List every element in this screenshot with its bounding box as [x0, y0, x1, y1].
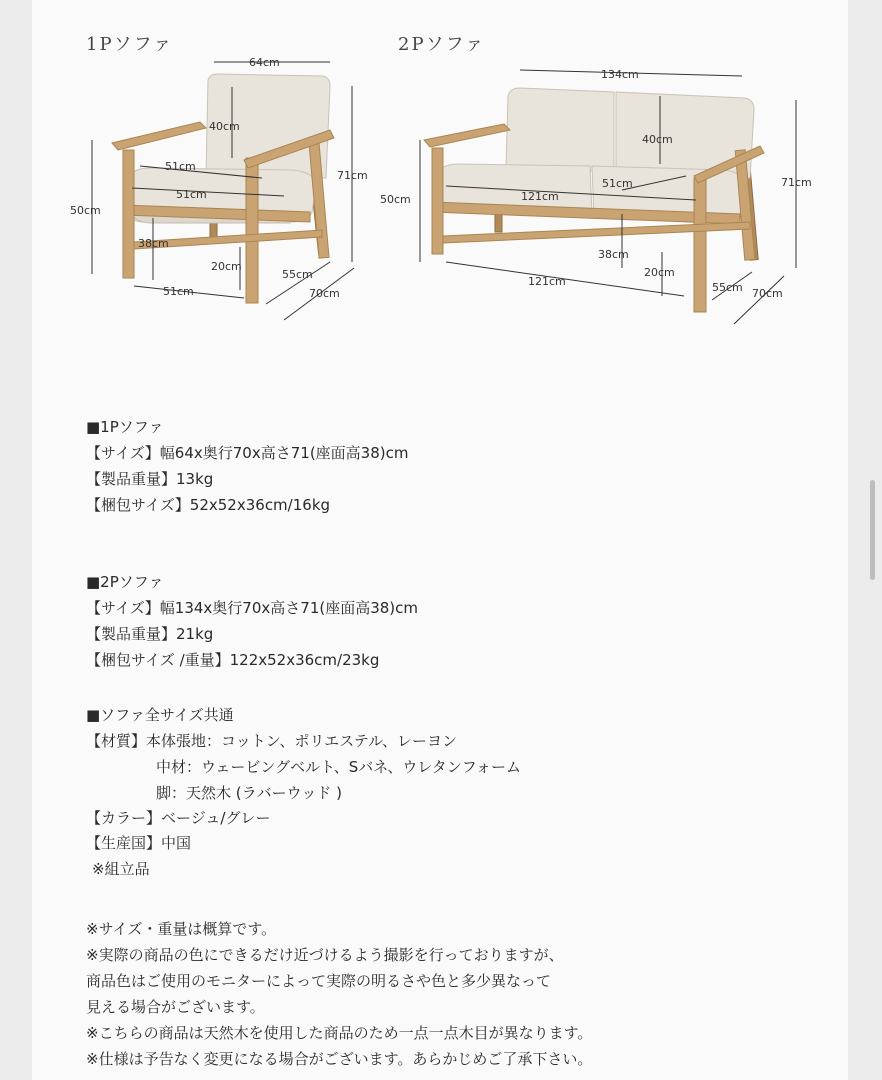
dim-label: 51cm: [165, 160, 196, 173]
origin-spec: 【生産国】中国: [86, 834, 192, 852]
color-spec: 【カラー】ベージュ/グレー: [86, 809, 271, 827]
two-seater-size: 【サイズ】幅134x奥行70x高さ71(座面高38)cm: [86, 599, 419, 617]
note-line: 商品色はご使用のモニターによって実際の明るさや色と多少異なって: [86, 972, 552, 990]
dim-label: 51cm: [163, 285, 194, 298]
dim-label: 71cm: [781, 176, 812, 189]
two-seater-heading: ■2Pソファ: [86, 573, 164, 591]
material-filling: 中材：ウェービングベルト、Sバネ、ウレタンフォーム: [156, 758, 522, 776]
dim-label: 70cm: [752, 287, 783, 300]
note-line: ※こちらの商品は天然木を使用した商品のため一点一点木目が異なります。: [86, 1024, 593, 1042]
dim-label: 38cm: [598, 248, 629, 261]
common-heading: ■ソファ全サイズ共通: [86, 706, 234, 724]
dim-label: 51cm: [176, 188, 207, 201]
dim-label: 50cm: [70, 204, 101, 217]
one-seater-size: 【サイズ】幅64x奥行70x高さ71(座面高38)cm: [86, 444, 409, 462]
two-seater-package: 【梱包サイズ /重量】122x52x36cm/23kg: [86, 651, 380, 669]
dim-label: 38cm: [138, 237, 169, 250]
dim-label: 20cm: [644, 266, 675, 279]
dim-label: 70cm: [309, 287, 340, 300]
assembly-note: ※組立品: [92, 860, 150, 878]
one-seater-weight: 【製品重量】13kg: [86, 470, 214, 488]
dim-label: 40cm: [642, 133, 673, 146]
sofa-dimension-figure: [0, 0, 882, 340]
one-seater-package: 【梱包サイズ】52x52x36cm/16kg: [86, 496, 331, 514]
dim-label: 134cm: [601, 68, 639, 81]
one-seater-heading: ■1Pソファ: [86, 418, 164, 436]
note-line: 見える場合がございます。: [86, 998, 265, 1016]
dim-label: 50cm: [380, 193, 411, 206]
one-seater-title: 1Pソファ: [86, 34, 174, 55]
dim-label: 55cm: [282, 268, 313, 281]
dim-label: 71cm: [337, 169, 368, 182]
note-line: ※実際の商品の色にできるだけ近づけるよう撮影を行っておりますが、: [86, 946, 564, 964]
dim-label: 55cm: [712, 281, 743, 294]
dim-label: 20cm: [211, 260, 242, 273]
material-fabric: 【材質】本体張地：コットン、ポリエステル、レーヨン: [86, 732, 457, 750]
dim-label: 121cm: [528, 275, 566, 288]
dim-label: 51cm: [602, 177, 633, 190]
scrollbar-thumb[interactable]: [870, 480, 875, 580]
note-line: ※サイズ・重量は概算です。: [86, 920, 277, 938]
two-seater-weight: 【製品重量】21kg: [86, 625, 214, 643]
note-line: ※仕様は予告なく変更になる場合がございます。あらかじめご了承下さい。: [86, 1050, 593, 1068]
material-legs: 脚：天然木 (ラバーウッド ): [156, 784, 342, 802]
dim-label: 40cm: [209, 120, 240, 133]
two-seater-title: 2Pソファ: [398, 34, 486, 55]
dim-label: 121cm: [521, 190, 559, 203]
dim-label: 64cm: [249, 56, 280, 69]
two-seater-illustration: [424, 88, 764, 312]
